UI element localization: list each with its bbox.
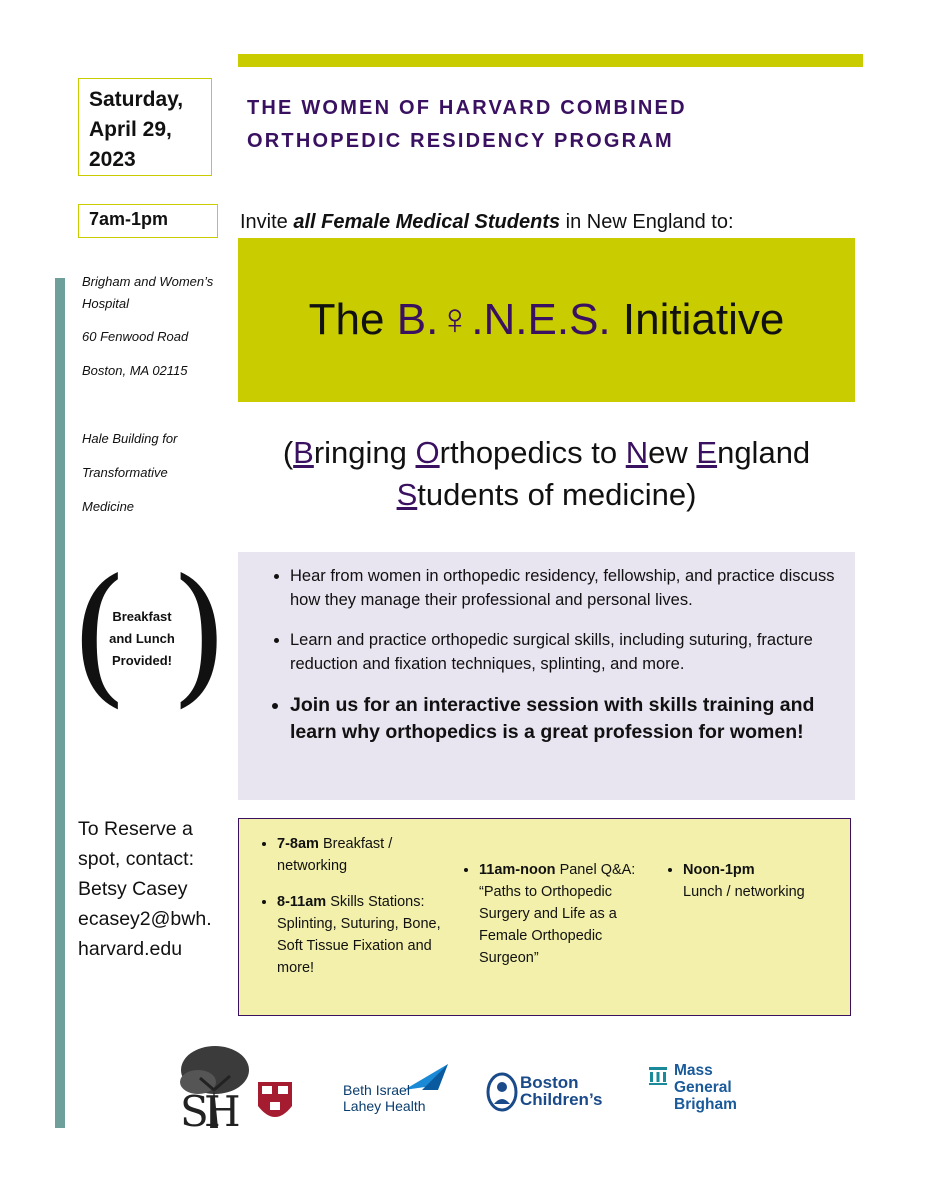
- meals-line: Breakfast: [112, 609, 172, 624]
- logo-text: General: [674, 1079, 732, 1096]
- sidebar-bar: [55, 278, 65, 1128]
- program-heading: [247, 92, 847, 158]
- boston-childrens-emblem-icon: [486, 1072, 518, 1112]
- highlights-box: [238, 552, 855, 800]
- logo-text: Brigham: [674, 1096, 737, 1113]
- acronym-letter: O: [415, 435, 440, 470]
- logo-text: Children’s: [520, 1090, 603, 1109]
- schedule-item: [683, 859, 839, 903]
- building-line: Transformative: [82, 465, 168, 480]
- right-paren: ): [170, 548, 229, 722]
- acronym-letter: S: [396, 477, 418, 512]
- schedule-time: Noon-1pm: [683, 862, 755, 878]
- schedule-time: 8-11am: [277, 894, 327, 910]
- subtitle-text: ngland: [717, 435, 811, 470]
- svg-text:H: H: [204, 1087, 241, 1130]
- event-time: 7am-1pm: [89, 209, 169, 229]
- logo-text: Boston: [520, 1073, 579, 1092]
- schedule-text: Skills Stations: Splinting, Suturing, Bone, Soft Tissue Fixation and more!: [277, 894, 441, 976]
- subtitle-text: tudents of medicine): [417, 477, 697, 512]
- subtitle-text: ew: [648, 435, 697, 470]
- acronym-letter: E: [696, 435, 718, 470]
- initiative-title: [309, 295, 785, 345]
- schedule-text: Panel Q&A: “Paths to Orthopedic Surgery and Life as a Female Orthopedic Surgeon”: [479, 862, 636, 966]
- acronym-letter: N: [625, 435, 649, 470]
- boston-childrens-logo: [520, 1074, 603, 1108]
- schedule-column: [253, 833, 443, 993]
- harvard-tree-shield-logo: [170, 1040, 295, 1130]
- program-line: ORTHOPEDIC RESIDENCY PROGRAM: [247, 130, 674, 152]
- svg-text:S: S: [180, 1087, 209, 1130]
- mgb-columns-icon: [648, 1066, 668, 1086]
- schedule-text: Lunch / networking: [683, 884, 805, 900]
- address-line: Brigham and Women’s: [82, 274, 214, 289]
- acronym-letter: B: [293, 435, 314, 470]
- building-line: Medicine: [82, 499, 135, 514]
- title-acronym: B.♀.N.E.S.: [396, 295, 611, 344]
- date-box: [78, 78, 212, 176]
- title-banner: [238, 238, 855, 402]
- contact-email[interactable]: ecasey2@bwh.: [78, 908, 212, 930]
- title-post: Initiative: [610, 295, 785, 344]
- invite-line: [240, 211, 734, 234]
- time-box: [78, 204, 218, 238]
- building-line: Hale Building for: [82, 431, 178, 446]
- schedule-time: 7-8am: [277, 836, 319, 852]
- schedule-box: [238, 818, 851, 1016]
- meals-line: Provided!: [112, 653, 172, 668]
- reserve-contact: [78, 814, 212, 964]
- subtitle-text: rthopedics to: [439, 435, 626, 470]
- title-pre: The: [308, 295, 397, 344]
- date-line: 2023: [89, 148, 136, 171]
- address-line: 60 Fenwood Road: [82, 329, 189, 344]
- address-line: Boston, MA 02115: [82, 363, 188, 378]
- subtitle-text: ringing: [313, 435, 416, 470]
- program-line: THE WOMEN OF HARVARD COMBINED: [247, 97, 687, 119]
- schedule-column: [455, 859, 645, 983]
- contact-email[interactable]: harvard.edu: [78, 938, 183, 960]
- reserve-line: spot, contact:: [78, 848, 194, 870]
- invite-pre: Invite: [240, 211, 294, 233]
- mass-general-brigham-logo: [674, 1062, 737, 1113]
- highlight-item: • Hear from women in orthopedic residency, fellowship, and practice discuss how they manage their professional and personal lives.: [290, 564, 839, 612]
- address-line: Hospital: [82, 296, 129, 311]
- logo-text: Mass: [674, 1062, 713, 1079]
- logo-text: Beth Israel: [343, 1082, 410, 1098]
- meals-line: and Lunch: [109, 631, 175, 646]
- reserve-line: To Reserve a: [78, 818, 193, 840]
- date-line: Saturday,: [89, 88, 184, 111]
- invite-audience: all Female Medical Students: [293, 211, 561, 233]
- highlight-item-callout: • Join us for an interactive session with skills training and learn why orthopedics is a great profession for women!: [290, 692, 839, 746]
- top-accent-bar: [238, 54, 863, 67]
- invite-post: in New England to:: [560, 211, 734, 233]
- schedule-column: [659, 859, 839, 917]
- schedule-item: [277, 833, 443, 877]
- date-line: April 29,: [89, 118, 172, 141]
- highlight-item: • Learn and practice orthopedic surgical skills, including suturing, fracture reduction and fixation techniques, splinting, and more.: [290, 628, 839, 676]
- subtitle-paren: (: [282, 435, 294, 470]
- acronym-expansion: [238, 432, 855, 516]
- schedule-item: [277, 891, 443, 979]
- contact-name: Betsy Casey: [78, 878, 188, 900]
- schedule-item: [479, 859, 645, 969]
- schedule-time: 11am-noon: [479, 862, 556, 878]
- beth-israel-logo: [343, 1082, 426, 1114]
- logo-text: Lahey Health: [343, 1098, 426, 1114]
- meals-note: [100, 606, 184, 672]
- schedule-text: Breakfast / networking: [277, 836, 393, 874]
- left-paren: (: [70, 548, 129, 722]
